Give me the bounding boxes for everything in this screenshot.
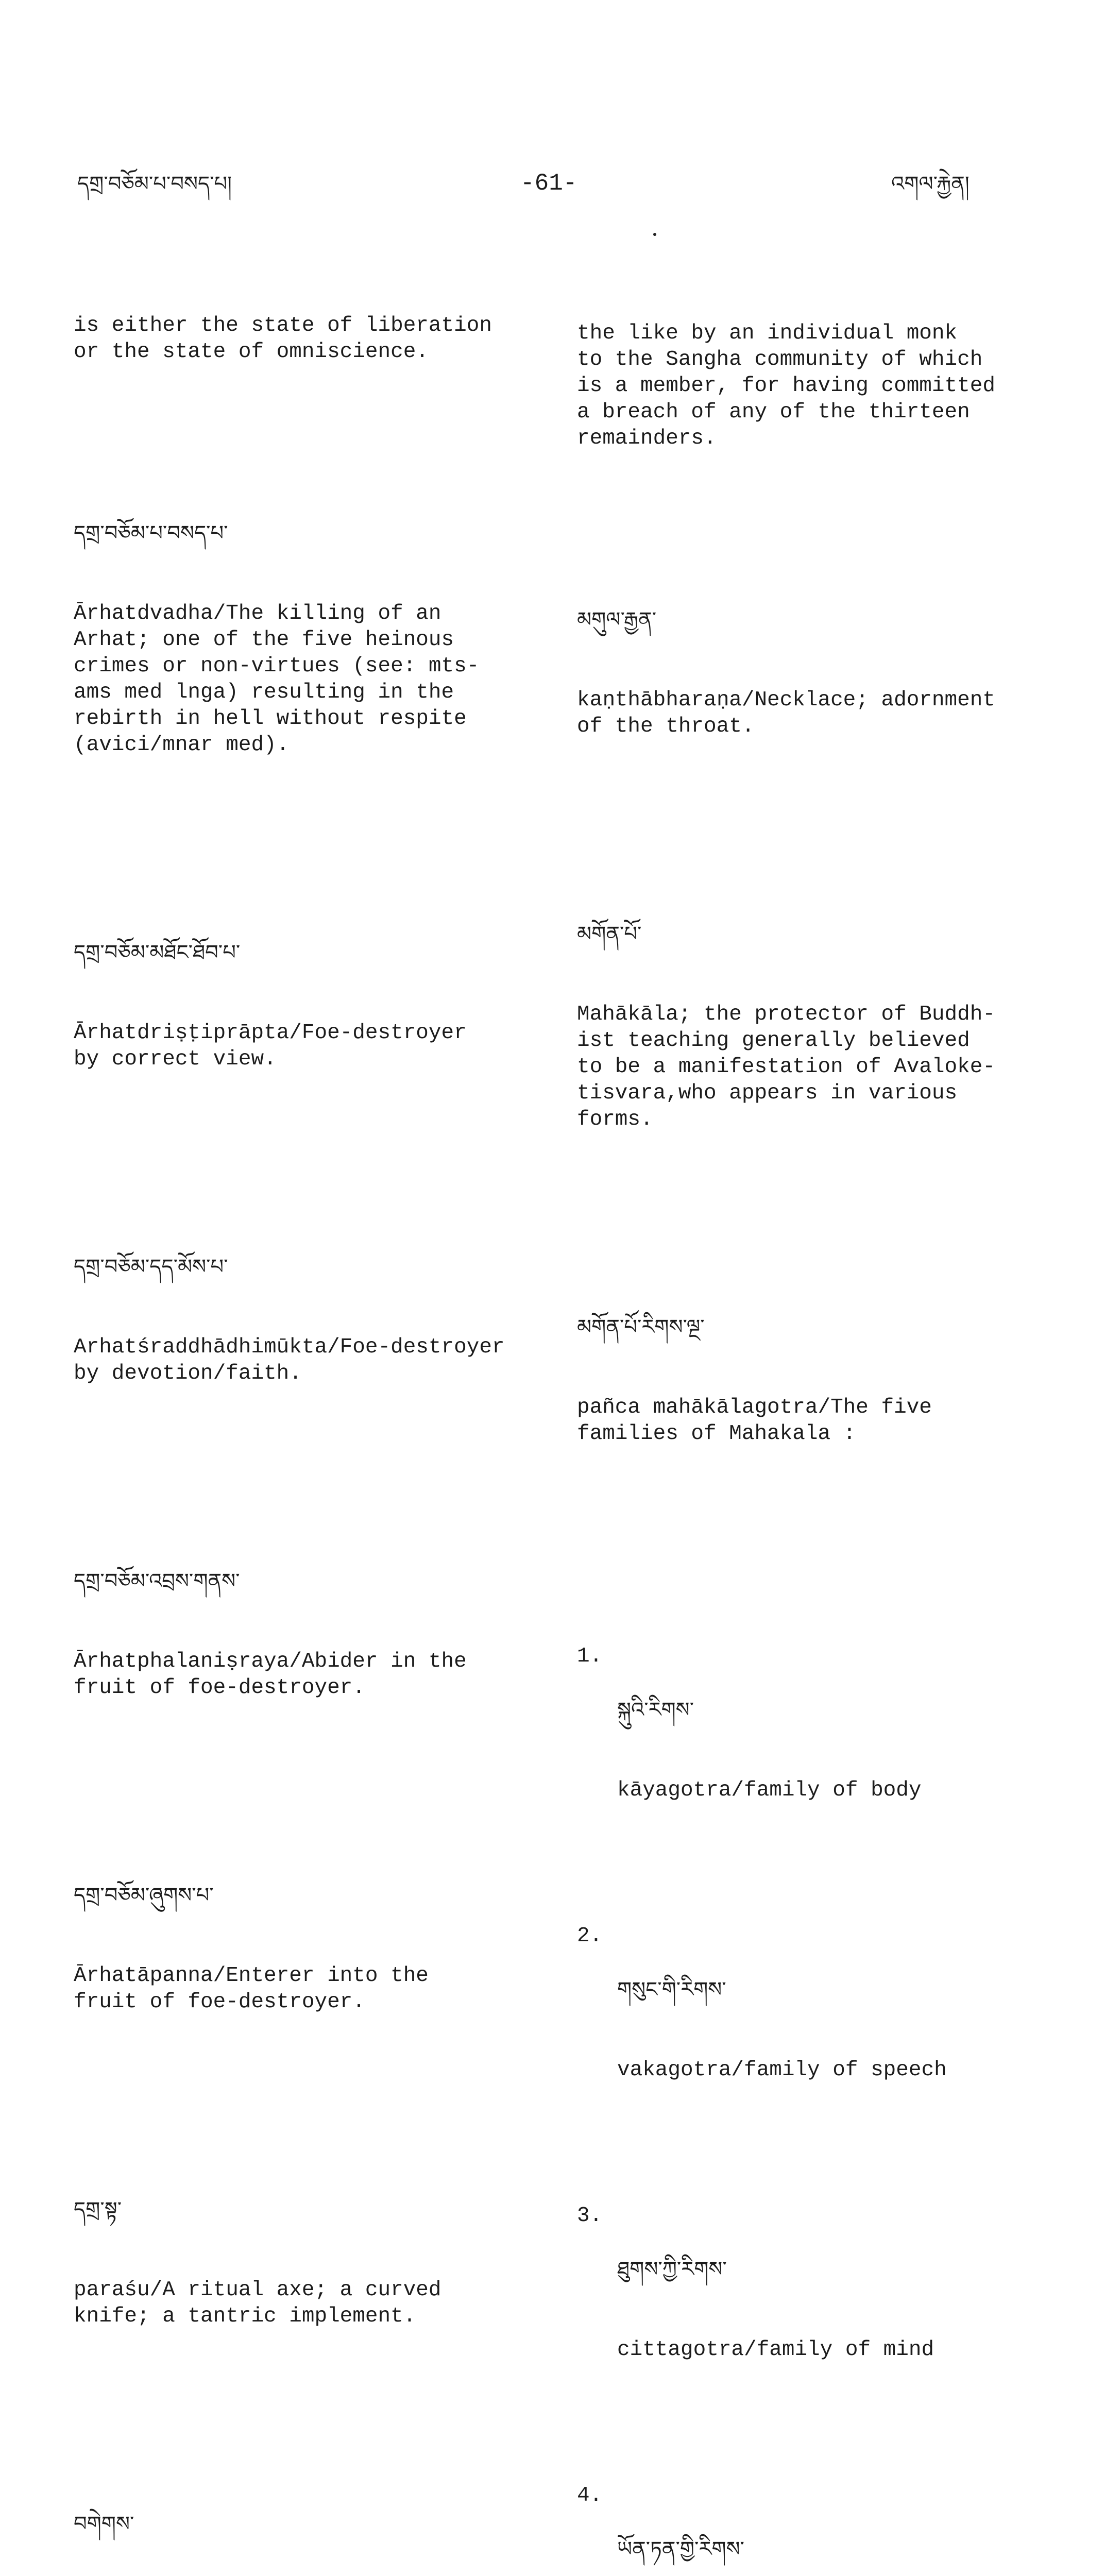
entry-definition: kāyagotra/family of body bbox=[617, 1778, 922, 1802]
entry-definition: Ārhatāpanna/Enterer into the fruit of foe-destroyer. bbox=[74, 1964, 429, 2014]
entry-definition: Ārhatdvadha/The killing of an Arhat; one of the five heinous crimes or non-virtues (see: mts- ams med lnga) resulting in the rebirth in hell without respite (avici/mnar med). bbox=[74, 602, 480, 757]
entry-definition: cittagotra/family of mind bbox=[617, 2338, 934, 2362]
continued-text: the like by an individual monk to the Sangha community of which is a member, for having committed a breach of any of the thirteen remainders. bbox=[577, 321, 995, 450]
speck-mark bbox=[653, 233, 656, 236]
list-number: 3. bbox=[577, 2204, 603, 2228]
dictionary-entry bbox=[74, 886, 558, 1125]
dictionary-entry bbox=[577, 553, 1072, 792]
dictionary-entry bbox=[74, 1829, 558, 2068]
list-item bbox=[577, 2483, 1072, 2576]
entry-definition: Mahākāla; the protector of Buddh- ist teaching generally believed to be a manifestation of Avaloke- tisvara,who appears in various forms. bbox=[577, 1003, 995, 1131]
tibetan-headword: ཡོན་ཏན་གྱི་རིགས་ bbox=[617, 2537, 744, 2561]
five-families-list bbox=[577, 1591, 1072, 2576]
list-number: 2. bbox=[577, 1924, 603, 1948]
tibetan-headword: དགྲ་བཅོམ་ཞུགས་པ་ bbox=[74, 1884, 214, 1907]
entry-definition: pañca mahākālagotra/The five families of Mahakala : bbox=[577, 1396, 932, 1446]
dictionary-entry bbox=[74, 467, 558, 811]
list-number: 1. bbox=[577, 1645, 603, 1668]
tibetan-headword: མགོན་པོ་རིགས་ལྔ་ bbox=[577, 1315, 705, 1339]
tibetan-headword: དགྲ་བཅོམ་མཐོང་ཐོབ་པ་ bbox=[74, 941, 241, 964]
dictionary-entry bbox=[74, 2458, 558, 2576]
tibetan-headword: གསུང་གི་རིགས་ bbox=[617, 1978, 726, 2002]
intro-text: is either the state of liberation or the state of omniscience. bbox=[74, 314, 492, 364]
entry-definition: kaṇthābharaṇa/Necklace; adornment of the throat. bbox=[577, 688, 995, 738]
tibetan-headword: ཐུགས་ཀྱི་རིགས་ bbox=[617, 2258, 727, 2281]
tibetan-headword: དགྲ་བཅོམ་དད་མོས་པ་ bbox=[74, 1255, 228, 1279]
tibetan-headword: དགྲ་བཅོམ་འབྲས་གནས་ bbox=[74, 1569, 240, 1593]
tibetan-headword: དགྲ་སྟ་ bbox=[74, 2198, 122, 2222]
tibetan-headword: མགོན་པོ་ bbox=[577, 922, 642, 946]
tibetan-headword: མགུལ་རྒྱན་ bbox=[577, 608, 657, 632]
tibetan-headword: བགེགས་ bbox=[74, 2512, 134, 2536]
running-header-left: དགྲ་བཅོམ་པ་བསད་པ། bbox=[77, 172, 232, 196]
running-header-right: འགལ་རྐྱེན། bbox=[891, 172, 970, 196]
entry-definition: vakagotra/family of speech bbox=[617, 2058, 947, 2082]
dictionary-entry bbox=[577, 1261, 1072, 1500]
list-item bbox=[577, 1643, 1072, 1856]
dictionary-entry bbox=[74, 1515, 558, 1754]
dictionary-entry bbox=[74, 2143, 558, 2382]
dictionary-entry bbox=[577, 868, 1072, 1185]
list-number: 4. bbox=[577, 2484, 603, 2507]
left-column bbox=[74, 260, 558, 2576]
tibetan-headword: དགྲ་བཅོམ་པ་བསད་པ་ bbox=[74, 521, 228, 545]
list-item bbox=[577, 2203, 1072, 2416]
right-column bbox=[577, 268, 1072, 2576]
list-item bbox=[577, 1923, 1072, 2136]
entry-definition: Arhatśraddhādhimūkta/Foe-destroyer by devotion/faith. bbox=[74, 1335, 505, 1385]
dictionary-entry bbox=[74, 1200, 558, 1439]
entry-definition: paraśu/A ritual axe; a curved knife; a tantric implement. bbox=[74, 2278, 441, 2328]
page-number: -61- bbox=[520, 170, 577, 197]
tibetan-headword: སྐུའི་རིགས་ bbox=[617, 1698, 694, 1722]
entry-definition: Ārhatphalaniṣraya/Abider in the fruit of foe-destroyer. bbox=[74, 1650, 467, 1700]
entry-definition: Ārhatdriṣṭiprāpta/Foe-destroyer by correct view. bbox=[74, 1021, 467, 1071]
